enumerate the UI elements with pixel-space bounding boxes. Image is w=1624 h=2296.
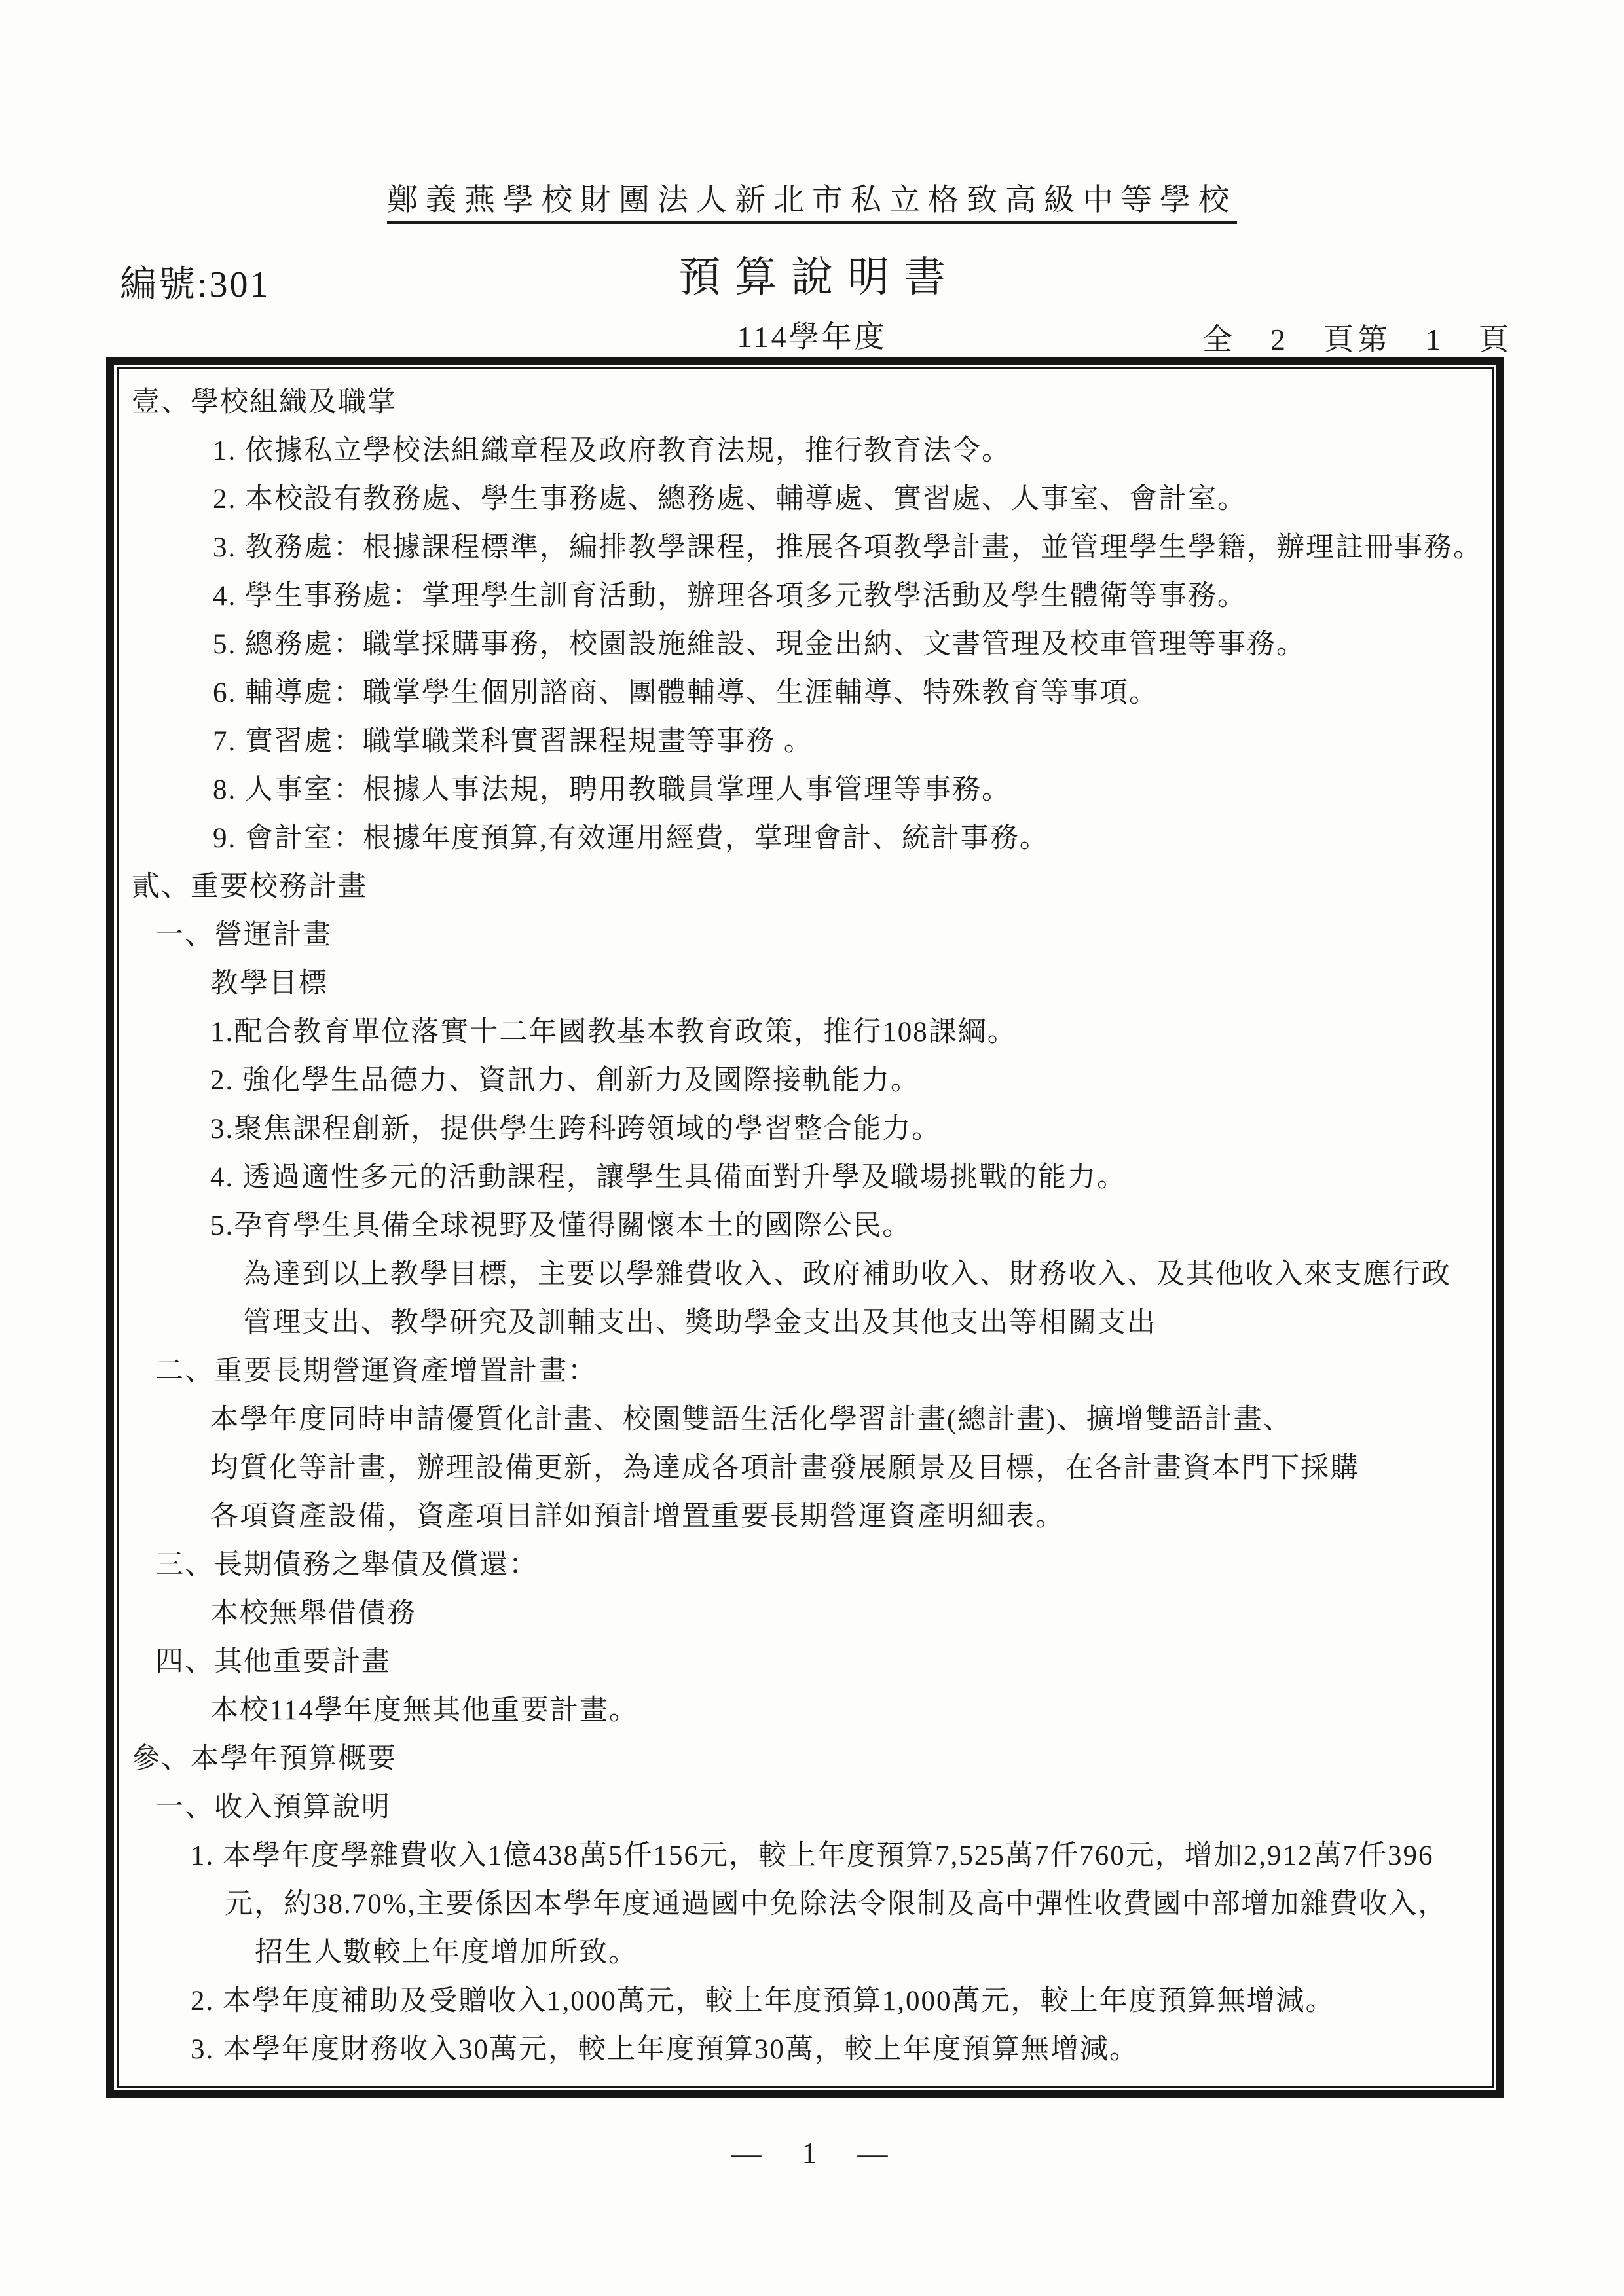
- body-line: 2. 本學年度補助及受贈收入1,000萬元，較上年度預算1,000萬元，較上年度預算無增減。: [191, 1986, 1335, 2016]
- body-line: 2. 強化學生品德力、資訊力、創新力及國際接軌能力。: [210, 1065, 920, 1096]
- body-line: 一、營運計畫: [155, 920, 332, 951]
- body-line: 均質化等計畫，辦理設備更新，為達成各項計畫發展願景及目標，在各計畫資本門下採購: [210, 1453, 1359, 1484]
- body-line: 本校無舉借債務: [210, 1598, 416, 1629]
- body-line: 3.聚焦課程創新，提供學生跨科跨領域的學習整合能力。: [210, 1114, 942, 1144]
- body-line: 5. 總務處：職掌採購事務，校園設施維設、現金出納、文書管理及校車管理等事務。: [213, 629, 1306, 660]
- body-line: 3. 本學年度財務收入30萬元，較上年度預算30萬，較上年度預算無增減。: [191, 2034, 1139, 2065]
- body-line: 5.孕育學生具備全球視野及懂得關懷本土的國際公民。: [210, 1211, 912, 1241]
- body-line: 貳、重要校務計畫: [132, 871, 367, 902]
- page-title: 預算說明書: [678, 254, 960, 301]
- body-line: 元，約38.70%,主要係因本學年度通過國中免除法令限制及高中彈性收費國中部增加雜費收入，: [225, 1889, 1448, 1920]
- body-line: 1. 依據私立學校法組織章程及政府教育法規，推行教育法令。: [213, 435, 1011, 466]
- body-line: 教學目標: [210, 968, 328, 999]
- body-line: 3. 教務處：根據課程標準，編排教學課程，推展各項教學計畫，並管理學生學籍，辦理註冊事務。: [213, 532, 1483, 563]
- body-line: 7. 實習處：職掌職業科實習課程規畫等事務 。: [213, 726, 813, 757]
- school-name-heading: [0, 175, 1624, 219]
- body-line: 二、重要長期營運資產增置計畫：: [155, 1356, 597, 1387]
- body-line: 參、本學年預算概要: [132, 1743, 397, 1774]
- school-name-text: 鄭義燕學校財團法人新北市私立格致高級中等學校: [387, 183, 1237, 224]
- body-line: 四、其他重要計畫: [155, 1647, 391, 1677]
- body-line: 1. 本學年度學雜費收入1億438萬5仟156元，較上年度預算7,525萬7仟760元，增加2,912萬7仟396: [191, 1840, 1434, 1871]
- body-line: 1.配合教育單位落實十二年國教基本教育政策，推行108課綱。: [210, 1017, 1017, 1048]
- school-year-label: 114學年度: [737, 320, 887, 354]
- body-line: 各項資產設備，資產項目詳如預計增置重要長期營運資產明細表。: [210, 1501, 1065, 1532]
- body-line: 本校114學年度無其他重要計畫。: [210, 1695, 638, 1726]
- pagination-label: 全 2 頁第 1 頁: [1202, 323, 1513, 356]
- body-line: 管理支出、教學研究及訓輔支出、獎助學金支出及其他支出等相關支出: [243, 1307, 1156, 1338]
- body-line: 三、長期債務之舉債及償還：: [155, 1550, 538, 1580]
- body-line: 本學年度同時申請優質化計畫、校園雙語生活化學習計畫(總計畫)、擴增雙語計畫、: [210, 1404, 1293, 1435]
- page-number: — 1 —: [731, 2136, 893, 2170]
- document-number: 編號:301: [120, 264, 270, 305]
- body-line: 8. 人事室：根據人事法規，聘用教職員掌理人事管理等事務。: [213, 774, 1011, 805]
- document-body: [117, 367, 1494, 2088]
- body-line: 9. 會計室：根據年度預算,有效運用經費，掌理會計、統計事務。: [213, 823, 1049, 854]
- document-content-box: [106, 357, 1504, 2098]
- body-line: 2. 本校設有教務處、學生事務處、總務處、輔導處、實習處、人事室、會計室。: [213, 484, 1247, 515]
- body-line: 壹、學校組織及職掌: [132, 387, 397, 418]
- body-line: 4. 學生事務處：掌理學生訓育活動，辦理各項多元教學活動及學生體衛等事務。: [213, 581, 1247, 611]
- body-line: 一、收入預算說明: [155, 1792, 391, 1823]
- body-line: 招生人數較上年度增加所致。: [255, 1937, 638, 1968]
- body-line: 6. 輔導處：職掌學生個別諮商、團體輔導、生涯輔導、特殊教育等事項。: [213, 678, 1158, 708]
- body-line: 4. 透過適性多元的活動課程，讓學生具備面對升學及職場挑戰的能力。: [210, 1162, 1126, 1193]
- body-line: 為達到以上教學目標，主要以學雜費收入、政府補助收入、財務收入、及其他收入來支應行政: [243, 1259, 1451, 1290]
